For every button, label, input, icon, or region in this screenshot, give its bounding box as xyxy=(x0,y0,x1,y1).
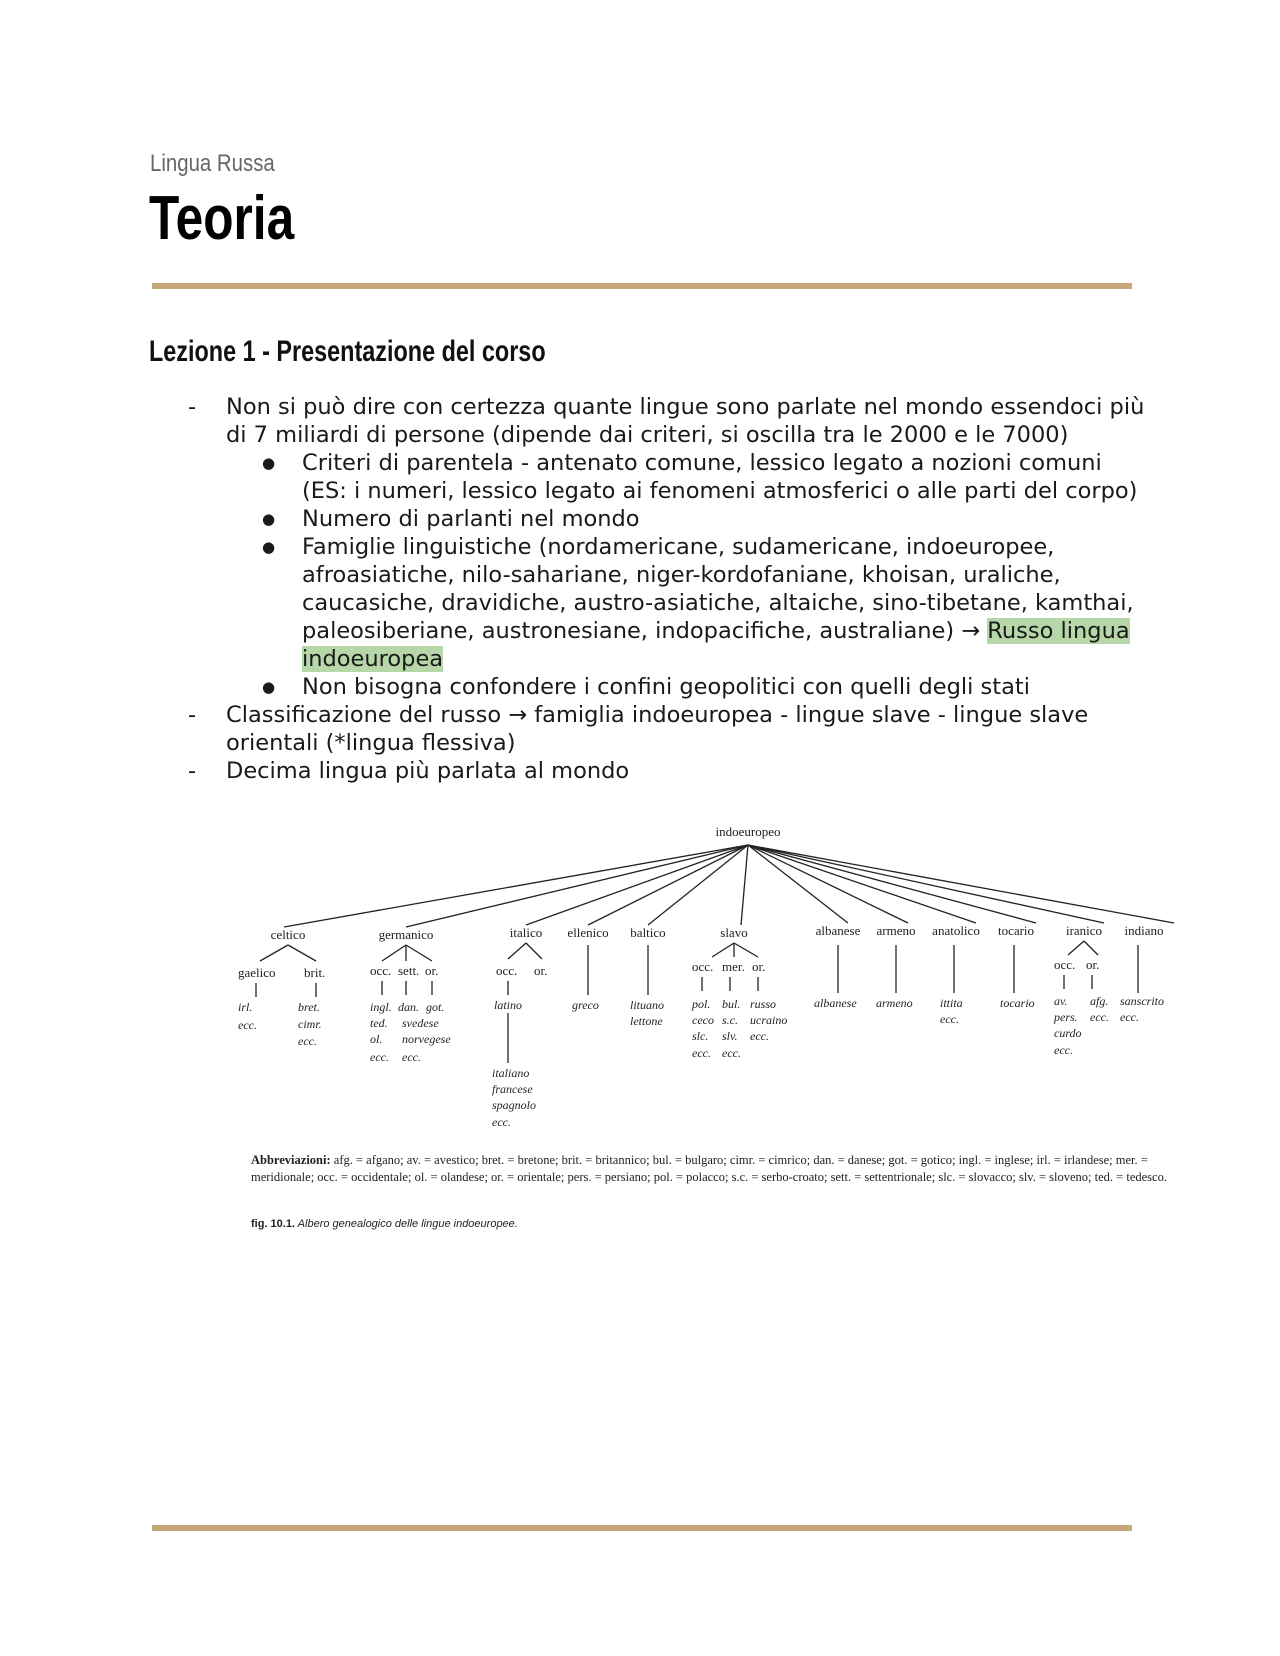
sub-slavo-occ: occ. xyxy=(692,959,714,974)
leaf-afg: afg. xyxy=(1090,994,1109,1008)
lesson-content xyxy=(150,393,1150,785)
sub-germ-occ: occ. xyxy=(370,963,392,978)
bullet-text: Classificazione del russo → famiglia indoeuropea - lingue slave - lingue slave orientali (*lingua flessiva) xyxy=(226,702,1089,756)
leaf-bul-ecc: ecc. xyxy=(722,1046,741,1060)
leaf-armeno: armeno xyxy=(876,996,913,1010)
leaf-ingl: ingl. xyxy=(370,1000,392,1014)
leaf-dan: dan. xyxy=(398,1000,419,1014)
leaf-irl-ecc: ecc. xyxy=(238,1018,257,1032)
sub-list-item xyxy=(226,505,1150,533)
leaf-bret: bret. xyxy=(298,1000,320,1014)
branch-italico: italico xyxy=(509,925,543,940)
main-list xyxy=(150,393,1150,785)
leaf-dan-ecc: ecc. xyxy=(402,1050,421,1064)
branch-baltico: baltico xyxy=(630,925,666,940)
leaf-av-ecc: ecc. xyxy=(1054,1043,1073,1057)
branch-iranico: iranico xyxy=(1065,923,1103,938)
sub-list-item xyxy=(226,449,1150,505)
leaf-ol: ol. xyxy=(370,1032,383,1046)
leaf-bul: bul. xyxy=(722,997,741,1011)
leaf-pers: pers. xyxy=(1054,1010,1078,1024)
document-title: Teoria xyxy=(149,184,295,253)
abbreviations-note xyxy=(251,1152,1201,1186)
sub-bullet-text: Criteri di parentela - antenato comune, lessico legato a nozioni comuni (ES: i numeri, lessico legato ai fenomeni atmosferici o alle parti del corpo) xyxy=(302,450,1138,504)
list-item xyxy=(150,701,1150,757)
leaf-ingl-ecc: ecc. xyxy=(370,1050,389,1064)
leaf-irl: irl. xyxy=(238,1000,253,1014)
sub-iran-or: or. xyxy=(1086,957,1100,972)
leaf-latino: latino xyxy=(494,998,523,1012)
leaf-italiano: italiano xyxy=(492,1066,530,1080)
leaf-slc: slc. xyxy=(692,1029,709,1043)
leaf-bret-ecc: ecc. xyxy=(298,1034,317,1048)
branch-albanese: albanese xyxy=(815,923,861,938)
sub-slavo-mer: mer. xyxy=(722,959,745,974)
sub-germ-or: or. xyxy=(425,963,439,978)
leaf-sanscrito: sanscrito xyxy=(1120,994,1165,1008)
leaf-spagnolo: spagnolo xyxy=(492,1098,537,1112)
sub-brit: brit. xyxy=(304,965,326,980)
tree-lines xyxy=(256,845,1174,1063)
sub-gaelico: gaelico xyxy=(238,965,276,980)
leaf-ittita-ecc: ecc. xyxy=(940,1012,959,1026)
leaf-av: av. xyxy=(1054,994,1068,1008)
leaf-got: got. xyxy=(426,1000,445,1014)
list-item xyxy=(150,757,1150,785)
branch-ellenico: ellenico xyxy=(567,925,609,940)
leaf-norvegese: norvegese xyxy=(402,1032,451,1046)
leaf-greco: greco xyxy=(572,998,599,1012)
sub-list xyxy=(226,449,1150,701)
branch-anatolico: anatolico xyxy=(932,923,980,938)
leaf-russo: russo xyxy=(750,997,777,1011)
sub-list-item xyxy=(226,533,1150,673)
leaf-slv: slv. xyxy=(722,1029,738,1043)
bullet-text: Decima lingua più parlata al mondo xyxy=(226,758,630,784)
sub-bullet-text: Numero di parlanti nel mondo xyxy=(302,506,640,532)
sub-list-item xyxy=(226,673,1150,701)
figure-caption xyxy=(251,1218,518,1230)
leaf-pol: pol. xyxy=(692,997,711,1011)
leaf-lat-ecc: ecc. xyxy=(492,1115,511,1129)
sub-ital-occ: occ. xyxy=(496,963,518,978)
leaf-cimr: cimr. xyxy=(298,1017,322,1031)
leaf-russo-ecc: ecc. xyxy=(750,1029,769,1043)
sub-slavo-or: or. xyxy=(752,959,766,974)
branch-germanico: germanico xyxy=(378,927,434,942)
sub-bullet-text: Non bisogna confondere i confini geopolitici con quelli degli stati xyxy=(302,674,1030,700)
leaf-lettone: lettone xyxy=(630,1014,663,1028)
caption-text: Albero genealogico delle lingue indoeuropee. xyxy=(295,1218,518,1230)
language-tree-diagram xyxy=(236,815,1206,1155)
bullet-text: Non si può dire con certezza quante lingue sono parlate nel mondo essendoci più di 7 miliardi di persone (dipende dai criteri, si oscilla tra le 2000 e le 7000) xyxy=(226,394,1145,448)
highlighted-text: Russo lingua indoeuropea xyxy=(302,618,1130,672)
leaf-lituano: lituano xyxy=(630,998,665,1012)
leaf-svedese: svedese xyxy=(402,1016,439,1030)
abbreviations-text: afg. = afgano; av. = avestico; bret. = bretone; brit. = britannico; bul. = bulgaro; cimr. = cimrico; dan. = danese; got. = gotico; ingl. = inglese; irl. = irlandese; mer. = meridionale; occ. = occidentale; ol. = olandese; or. = orientale; pers. = persiano; pol. = polacco; s.c. = serbo-croato; sett. = settentrionale; slc. = slovacco; slv. = sloveno; ted. = tedesco. xyxy=(251,1153,1167,1184)
branch-tocario: tocario xyxy=(997,923,1035,938)
bottom-divider xyxy=(152,1525,1132,1531)
branch-slavo: slavo xyxy=(720,925,748,940)
leaf-francese: francese xyxy=(492,1082,533,1096)
abbreviations-label: Abbreviazioni: xyxy=(251,1153,331,1167)
caption-label: fig. 10.1. xyxy=(251,1218,296,1230)
list-item xyxy=(150,393,1150,701)
sub-iran-occ: occ. xyxy=(1054,957,1076,972)
branch-celtico: celtico xyxy=(270,927,306,942)
branch-indiano: indiano xyxy=(1124,923,1164,938)
branch-armeno: armeno xyxy=(876,923,916,938)
leaf-curdo: curdo xyxy=(1054,1026,1082,1040)
leaf-afg-ecc: ecc. xyxy=(1090,1010,1109,1024)
leaf-ittita: ittita xyxy=(940,996,963,1010)
sub-ital-or: or. xyxy=(534,963,548,978)
leaf-sc: s.c. xyxy=(722,1013,738,1027)
tree-root: indoeuropeo xyxy=(715,824,781,839)
top-divider xyxy=(152,283,1132,289)
leaf-sans-ecc: ecc. xyxy=(1120,1010,1139,1024)
leaf-pol-ecc: ecc. xyxy=(692,1046,711,1060)
leaf-tocario: tocario xyxy=(1000,996,1035,1010)
document-subtitle: Lingua Russa xyxy=(150,150,275,177)
leaf-albanese: albanese xyxy=(814,996,857,1010)
leaf-ceco: ceco xyxy=(692,1013,714,1027)
sub-germ-sett: sett. xyxy=(398,963,420,978)
section-heading: Lezione 1 - Presentazione del corso xyxy=(149,335,546,368)
sub-bullet-text: Famiglie linguistiche (nordamericane, sudamericane, indoeuropee, afroasiatiche, nilo-sahariane, niger-kordofaniane, khoisan, uraliche, caucasiche, dravidiche, austro-asiatiche, altaiche, sino-tibetane, kamthai, paleosiberiane, austronesiane, indopacifiche, australiane) → xyxy=(302,534,1134,644)
leaf-ucraino: ucraino xyxy=(750,1013,788,1027)
leaf-ted: ted. xyxy=(370,1016,388,1030)
